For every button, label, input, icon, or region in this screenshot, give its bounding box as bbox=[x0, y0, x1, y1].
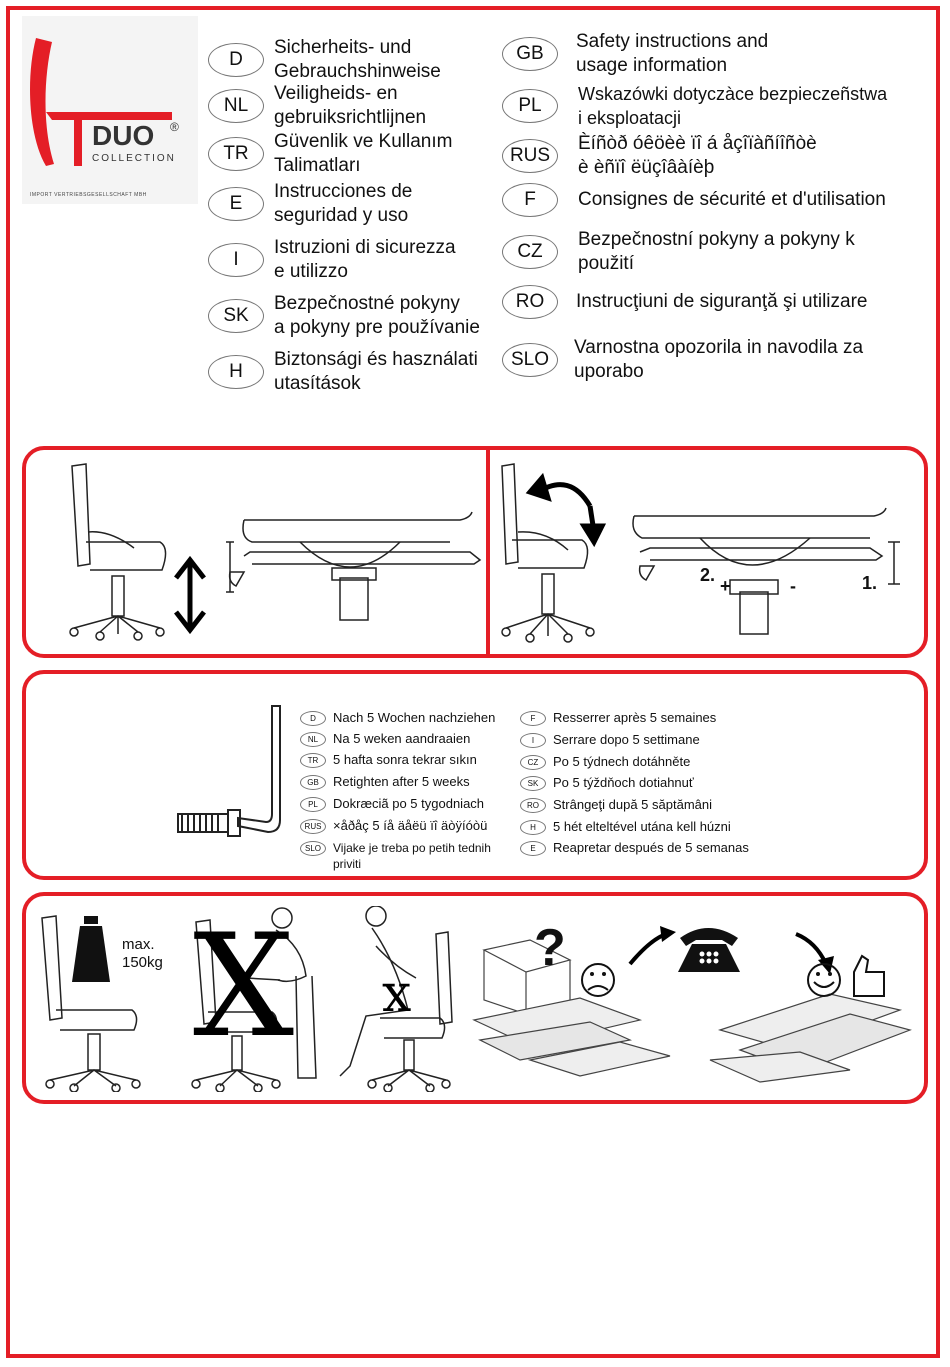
lang-title: Varnostna opozorila in navodila za uporabo bbox=[574, 337, 864, 382]
retighten-text: Nach 5 Wochen nachziehen bbox=[333, 710, 496, 725]
retighten-row-sk bbox=[520, 775, 694, 791]
retighten-text: Na 5 weken aandraaien bbox=[333, 731, 471, 746]
logo-tagline: IMPORT VERTRIEBSGESELLSCHAFT MBH bbox=[30, 192, 147, 198]
retighten-row-d bbox=[300, 710, 495, 726]
lang-title: Safety instructions and usage information bbox=[576, 31, 769, 76]
retighten-text: Po 5 týždňoch dotiahnuť bbox=[553, 775, 694, 790]
lang-title: Güvenlik ve Kullanım Talimatları bbox=[274, 131, 453, 176]
lang-code: CZ bbox=[520, 755, 546, 770]
lang-code: GB bbox=[300, 775, 326, 790]
tilt-adjust-illustration bbox=[490, 452, 924, 652]
lang-code: PL bbox=[502, 89, 558, 123]
lang-code: SLO bbox=[300, 841, 326, 856]
retighten-text: Vijake je treba po petih tednih priviti bbox=[333, 841, 491, 871]
retighten-text: Strângeţi după 5 săptămâni bbox=[553, 797, 712, 812]
lang-code: RO bbox=[502, 285, 558, 319]
lang-row-i bbox=[208, 236, 456, 284]
minus-label: - bbox=[790, 576, 796, 596]
retighten-row-tr bbox=[300, 752, 477, 768]
lang-code: PL bbox=[300, 797, 326, 812]
retighten-text: 5 hét elteltével utána kell húzni bbox=[553, 819, 731, 834]
retighten-text: Reapretar después de 5 semanas bbox=[553, 840, 749, 855]
lang-code: E bbox=[208, 187, 264, 221]
retighten-text: Dokræciã po 5 tygodniach bbox=[333, 796, 485, 811]
retighten-row-ro bbox=[520, 797, 712, 813]
retighten-row-rus bbox=[300, 818, 487, 834]
lang-code: TR bbox=[300, 753, 326, 768]
lang-row-nl bbox=[208, 82, 426, 130]
step-2-label: 2. bbox=[700, 565, 716, 585]
lang-title: Sicherheits- und Gebrauchshinweise bbox=[274, 37, 441, 82]
lang-code: H bbox=[520, 820, 546, 835]
logo-brand: DUO bbox=[92, 120, 155, 151]
lang-row-slo bbox=[502, 336, 863, 384]
lang-row-e bbox=[208, 180, 412, 228]
step-1-label: 1. bbox=[862, 573, 878, 593]
retighten-row-e bbox=[520, 840, 749, 856]
lang-title: Consignes de sécurité et d'utilisation bbox=[578, 189, 886, 210]
lang-title: Bezpečnostné pokyny a pokyny pre používanie bbox=[274, 293, 480, 338]
lang-row-ro bbox=[502, 285, 867, 319]
retighten-row-gb bbox=[300, 774, 470, 790]
retighten-text: 5 hafta sonra tekrar sıkın bbox=[333, 752, 477, 767]
allen-key-illustration bbox=[168, 700, 288, 840]
retighten-row-h bbox=[520, 819, 731, 835]
lang-title: Instrucciones de seguridad y uso bbox=[274, 181, 413, 226]
lang-title: Instrucţiuni de siguranţă şi utilizare bbox=[576, 291, 868, 312]
lang-title: Biztonsági és használati utasítások bbox=[274, 349, 478, 394]
lang-title: Èíñòð óêöèè ïî á åçîïàñíîñòè è èñïî ëüçîâàíèþ bbox=[578, 133, 817, 178]
lang-row-sk bbox=[208, 292, 480, 340]
lang-code: I bbox=[208, 243, 264, 277]
lang-code: SK bbox=[208, 299, 264, 333]
lang-title: Bezpečnostní pokyny a pokyny k použití bbox=[578, 229, 855, 274]
question-mark-icon: ? bbox=[534, 919, 566, 977]
lang-code: TR bbox=[208, 137, 264, 171]
forbidden-x-small: x bbox=[382, 964, 412, 1024]
lang-row-cz bbox=[502, 228, 855, 276]
lang-row-d bbox=[208, 36, 441, 84]
lang-title: Istruzioni di sicurezza e utilizzo bbox=[274, 237, 456, 282]
lang-row-h bbox=[208, 348, 478, 396]
lang-code: H bbox=[208, 355, 264, 389]
retighten-text: Retighten after 5 weeks bbox=[333, 774, 470, 789]
lang-code: SK bbox=[520, 776, 546, 791]
lang-code: NL bbox=[300, 732, 326, 747]
retighten-text: Resserrer après 5 semaines bbox=[553, 710, 717, 725]
lang-code: E bbox=[520, 841, 546, 856]
lang-code: RUS bbox=[300, 819, 326, 834]
lang-row-pl bbox=[502, 82, 887, 130]
lang-code: CZ bbox=[502, 235, 558, 269]
retighten-text: ×åðåç 5 íå äåëü ïî äòÿíóòü bbox=[333, 818, 488, 833]
duo-collection-logo bbox=[22, 16, 198, 204]
plus-label: + bbox=[720, 576, 731, 596]
lang-code: RUS bbox=[502, 139, 558, 173]
forbidden-x-large: X bbox=[193, 904, 295, 1069]
retighten-row-pl bbox=[300, 796, 484, 812]
logo-reg: ® bbox=[170, 120, 179, 134]
lang-title: Veiligheids- en gebruiksrichtlijnen bbox=[274, 83, 427, 128]
height-adjust-illustration bbox=[30, 452, 486, 652]
lang-code: GB bbox=[502, 37, 558, 71]
retighten-row-f bbox=[520, 710, 716, 726]
lang-code: SLO bbox=[502, 343, 558, 377]
retighten-row-slo bbox=[300, 840, 491, 872]
lang-code: NL bbox=[208, 89, 264, 123]
retighten-text: Serrare dopo 5 settimane bbox=[553, 732, 700, 747]
retighten-row-cz bbox=[520, 754, 690, 770]
lang-row-tr bbox=[208, 130, 452, 178]
lang-row-gb bbox=[502, 30, 768, 78]
retighten-row-nl bbox=[300, 731, 470, 747]
lang-row-rus bbox=[502, 132, 817, 180]
lang-row-f bbox=[502, 183, 886, 217]
lang-code: I bbox=[520, 733, 546, 748]
lang-code: D bbox=[208, 43, 264, 77]
retighten-row-i bbox=[520, 732, 700, 748]
lang-code: D bbox=[300, 711, 326, 726]
lang-code: RO bbox=[520, 798, 546, 813]
lang-code: F bbox=[520, 711, 546, 726]
retighten-text: Po 5 týdnech dotáhněte bbox=[553, 754, 691, 769]
lang-title: Wskazówki dotyczàce bezpieczeñstwa i eksploatacji bbox=[578, 84, 888, 128]
logo-sub: COLLECTION bbox=[92, 153, 176, 164]
max-weight-label: max. 150kg bbox=[122, 936, 163, 971]
lang-code: F bbox=[502, 183, 558, 217]
